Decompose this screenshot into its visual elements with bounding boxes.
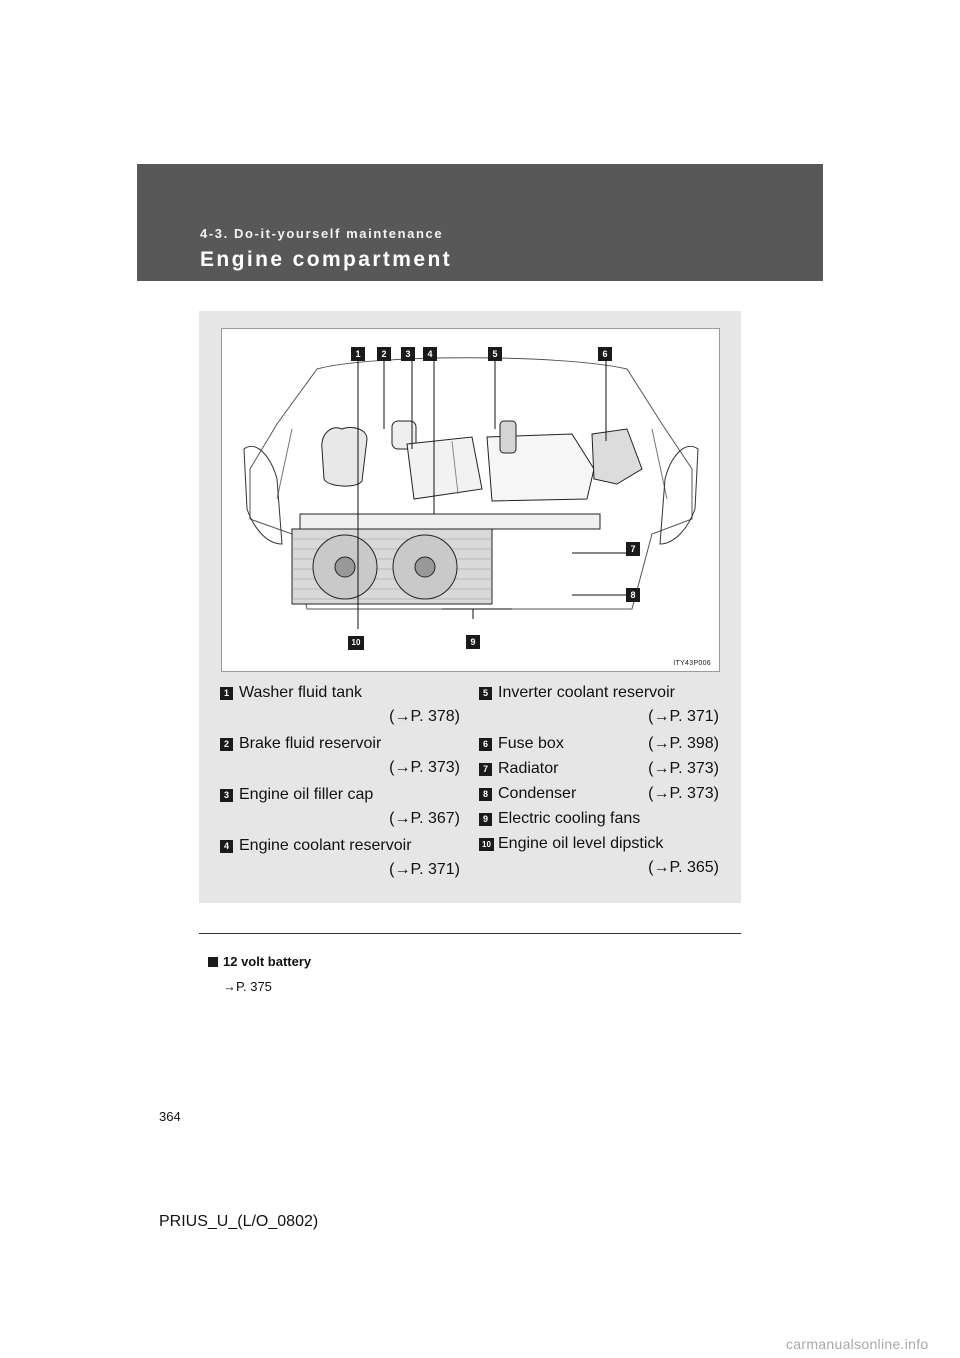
- legend-number: 3: [220, 789, 233, 802]
- callout-5-label: 5: [488, 347, 502, 361]
- legend-label: Engine oil level dipstick: [498, 835, 664, 852]
- legend-page-ref: (→P. 365): [648, 859, 719, 876]
- legend-page-ref: (→P. 398): [648, 735, 719, 752]
- callout-8-label: 8: [626, 588, 640, 602]
- legend-item: [479, 732, 719, 756]
- callout-4: [423, 344, 437, 362]
- callout-5: [488, 344, 502, 362]
- legend-number: 4: [220, 840, 233, 853]
- legend-item: [479, 681, 719, 729]
- note-heading: [208, 954, 311, 969]
- callout-7: [626, 539, 640, 557]
- section-label: 4-3. Do-it-yourself maintenance: [200, 226, 444, 241]
- legend-number: 8: [479, 788, 492, 801]
- legend-number: 6: [479, 738, 492, 751]
- legend-page-ref: (→P. 373): [389, 759, 460, 776]
- callout-7-label: 7: [626, 542, 640, 556]
- engine-drawing: [222, 329, 719, 671]
- callout-4-label: 4: [423, 347, 437, 361]
- callout-3-label: 3: [401, 347, 415, 361]
- legend-page-ref: (→P. 371): [648, 708, 719, 725]
- footer-code: PRIUS_U_(L/O_0802): [159, 1213, 319, 1230]
- callout-1-label: 1: [351, 347, 365, 361]
- legend-item: [220, 732, 460, 780]
- note-heading-text: 12 volt battery: [223, 954, 312, 969]
- legend-label: Inverter coolant reservoir: [498, 684, 675, 701]
- legend-label: Electric cooling fans: [498, 810, 641, 827]
- legend-item: [479, 782, 719, 806]
- legend-page-ref: (→P. 378): [389, 708, 460, 725]
- legend-number: 5: [479, 687, 492, 700]
- legend-item: [479, 807, 719, 831]
- legend-item: [220, 681, 460, 729]
- section-divider: [199, 933, 741, 934]
- legend-left: [220, 681, 460, 885]
- callout-10-label: 10: [348, 636, 364, 650]
- legend-number: 7: [479, 763, 492, 776]
- legend-item: [479, 832, 719, 880]
- callout-9: [466, 632, 480, 650]
- legend-page-ref: (→P. 371): [389, 861, 460, 878]
- legend-number: 10: [479, 838, 494, 851]
- callout-6: [598, 344, 612, 362]
- legend-label: Engine coolant reservoir: [239, 837, 412, 854]
- image-code: ITY43P006: [673, 660, 711, 667]
- callout-2-label: 2: [377, 347, 391, 361]
- legend-label: Radiator: [498, 760, 559, 777]
- page-title: Engine compartment: [200, 248, 453, 271]
- watermark: carmanualsonline.info: [786, 1336, 929, 1352]
- legend-page-ref: (→P. 367): [389, 810, 460, 827]
- engine-compartment-illustration: [221, 328, 720, 672]
- legend-label: Engine oil filler cap: [239, 786, 374, 803]
- legend-item: [479, 757, 719, 781]
- callout-3: [401, 344, 415, 362]
- note-page-ref: →P. 375: [223, 979, 272, 994]
- figure-panel: [199, 311, 741, 903]
- legend-item: [220, 783, 460, 831]
- legend-page-ref: (→P. 373): [648, 785, 719, 802]
- callout-2: [377, 344, 391, 362]
- legend-number: 1: [220, 687, 233, 700]
- callout-8: [626, 585, 640, 603]
- legend-number: 2: [220, 738, 233, 751]
- legend-item: [220, 834, 460, 882]
- legend-right: [479, 681, 719, 883]
- callout-1: [351, 344, 365, 362]
- legend-label: Condenser: [498, 785, 577, 802]
- legend-label: Washer fluid tank: [239, 684, 363, 701]
- callout-6-label: 6: [598, 347, 612, 361]
- legend-page-ref: (→P. 373): [648, 760, 719, 777]
- page-number: 364: [159, 1109, 181, 1124]
- legend-number: 9: [479, 813, 492, 826]
- legend-label: Brake fluid reservoir: [239, 735, 382, 752]
- callout-10: [348, 632, 364, 650]
- callout-9-label: 9: [466, 635, 480, 649]
- header-band: [137, 164, 823, 281]
- bullet-square-icon: [208, 957, 218, 967]
- legend-label: Fuse box: [498, 735, 564, 752]
